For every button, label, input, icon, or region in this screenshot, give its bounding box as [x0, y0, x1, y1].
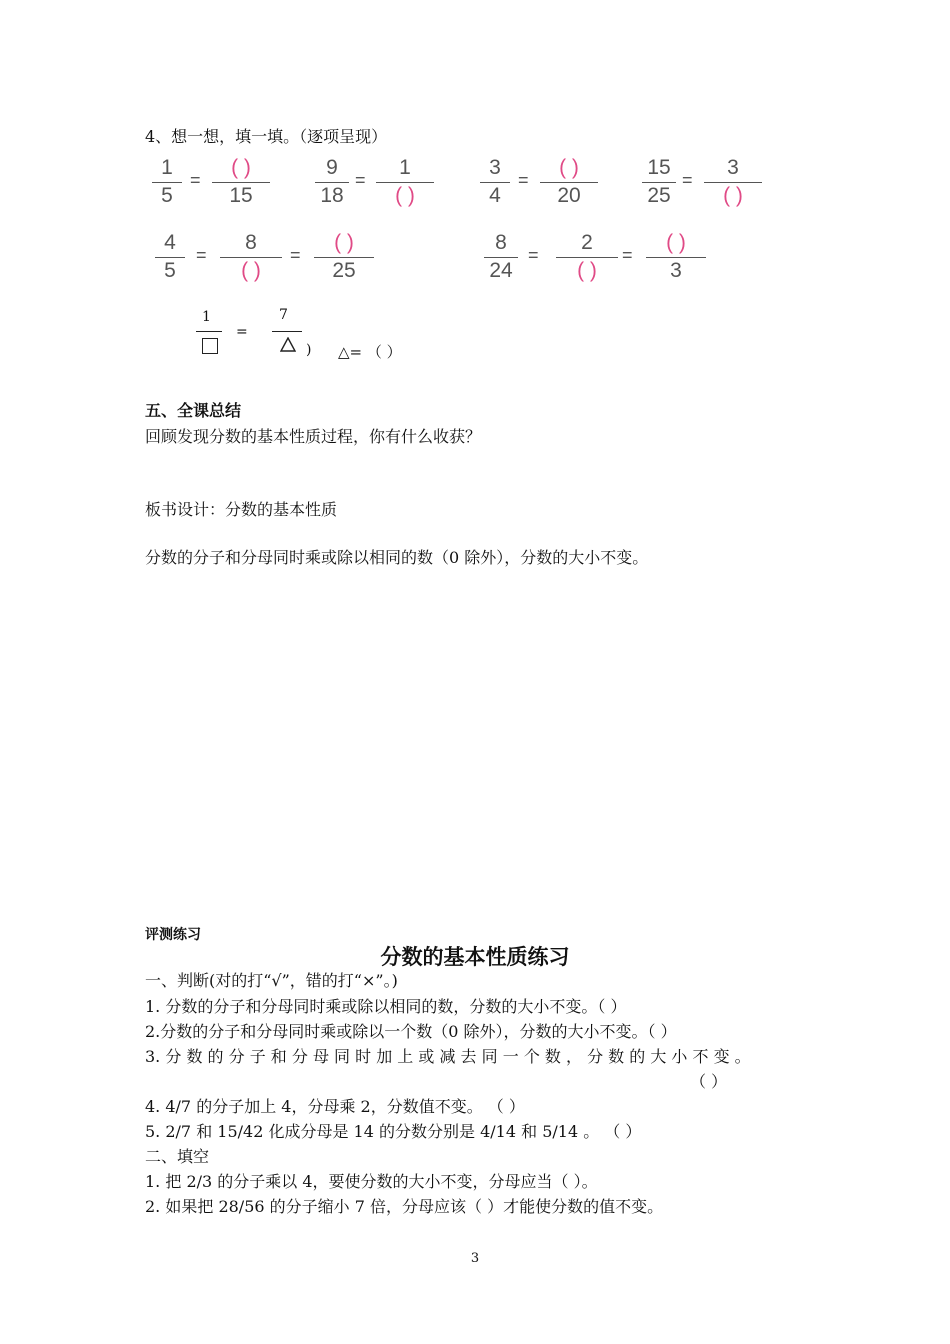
blank[interactable]: ( ) — [334, 231, 354, 254]
judge-item-1: 1. 分数的分子和分母同时乘或除以相同的数，分数的大小不变。（ ） — [145, 997, 627, 1016]
page-number: 3 — [470, 1251, 480, 1266]
equals-sign: = — [190, 170, 201, 190]
blank[interactable]: ( ) — [577, 259, 597, 282]
board-rule: 分数的分子和分母同时乘或除以相同的数（0 除外），分数的大小不变。 — [145, 548, 649, 567]
summary-heading: 五、全课总结 — [145, 401, 242, 420]
exercise-4-heading: 4、想一想，填一填。（逐项呈现） — [145, 127, 388, 146]
fill-item-2: 2. 如果把 28/56 的分子缩小 7 倍，分母应该（ ）才能使分数的值不变。 — [145, 1197, 664, 1216]
blank[interactable]: ( ) — [723, 184, 743, 207]
fill-item-1: 1. 把 2/3 的分子乘以 4，要使分数的大小不变，分母应当（ ）。 — [145, 1172, 598, 1191]
equals-sign: = — [196, 245, 207, 265]
part1-heading: 一、判断(对的打“√”，错的打“×”。) — [145, 971, 398, 990]
equals-sign: = — [528, 245, 539, 265]
blank[interactable]: ( ) — [395, 184, 415, 207]
equals-sign: = — [622, 245, 633, 265]
equals-sign: = — [682, 170, 693, 190]
equals-sign: = — [518, 170, 529, 190]
practice-label: 评测练习 — [145, 927, 201, 943]
blank[interactable]: ( ) — [231, 156, 251, 179]
part2-heading: 二、填空 — [145, 1147, 210, 1166]
square-blank[interactable] — [202, 338, 218, 354]
blank[interactable]: ( ) — [666, 231, 686, 254]
judge-item-5: 5. 2/7 和 15/42 化成分母是 14 的分数分别是 4/14 和 5/14 。 （ ） — [145, 1122, 642, 1141]
judge-item-3-answer[interactable]: （ ） — [690, 1072, 728, 1091]
summary-question: 回顾发现分数的基本性质过程，你有什么收获？ — [145, 427, 482, 446]
triangle-icon — [280, 337, 296, 353]
blank[interactable]: ( ) — [559, 156, 579, 179]
practice-title: 分数的基本性质练习 — [380, 944, 570, 969]
equals-sign: = — [355, 170, 366, 190]
blank[interactable]: ( ) — [241, 259, 261, 282]
judge-item-3: 3. 分 数 的 分 子 和 分 母 同 时 加 上 或 减 去 同 一 个 数 ， 分 数 的 大 小 不 变 。 — [145, 1047, 751, 1066]
board-title: 板书设计：分数的基本性质 — [145, 500, 338, 519]
judge-item-4: 4. 4/7 的分子加上 4，分母乘 2，分数值不变。 （ ） — [145, 1097, 525, 1116]
judge-item-2: 2.分数的分子和分母同时乘或除以一个数（0 除外），分数的大小不变。（ ） — [145, 1022, 677, 1041]
equals-sign: = — [290, 245, 301, 265]
